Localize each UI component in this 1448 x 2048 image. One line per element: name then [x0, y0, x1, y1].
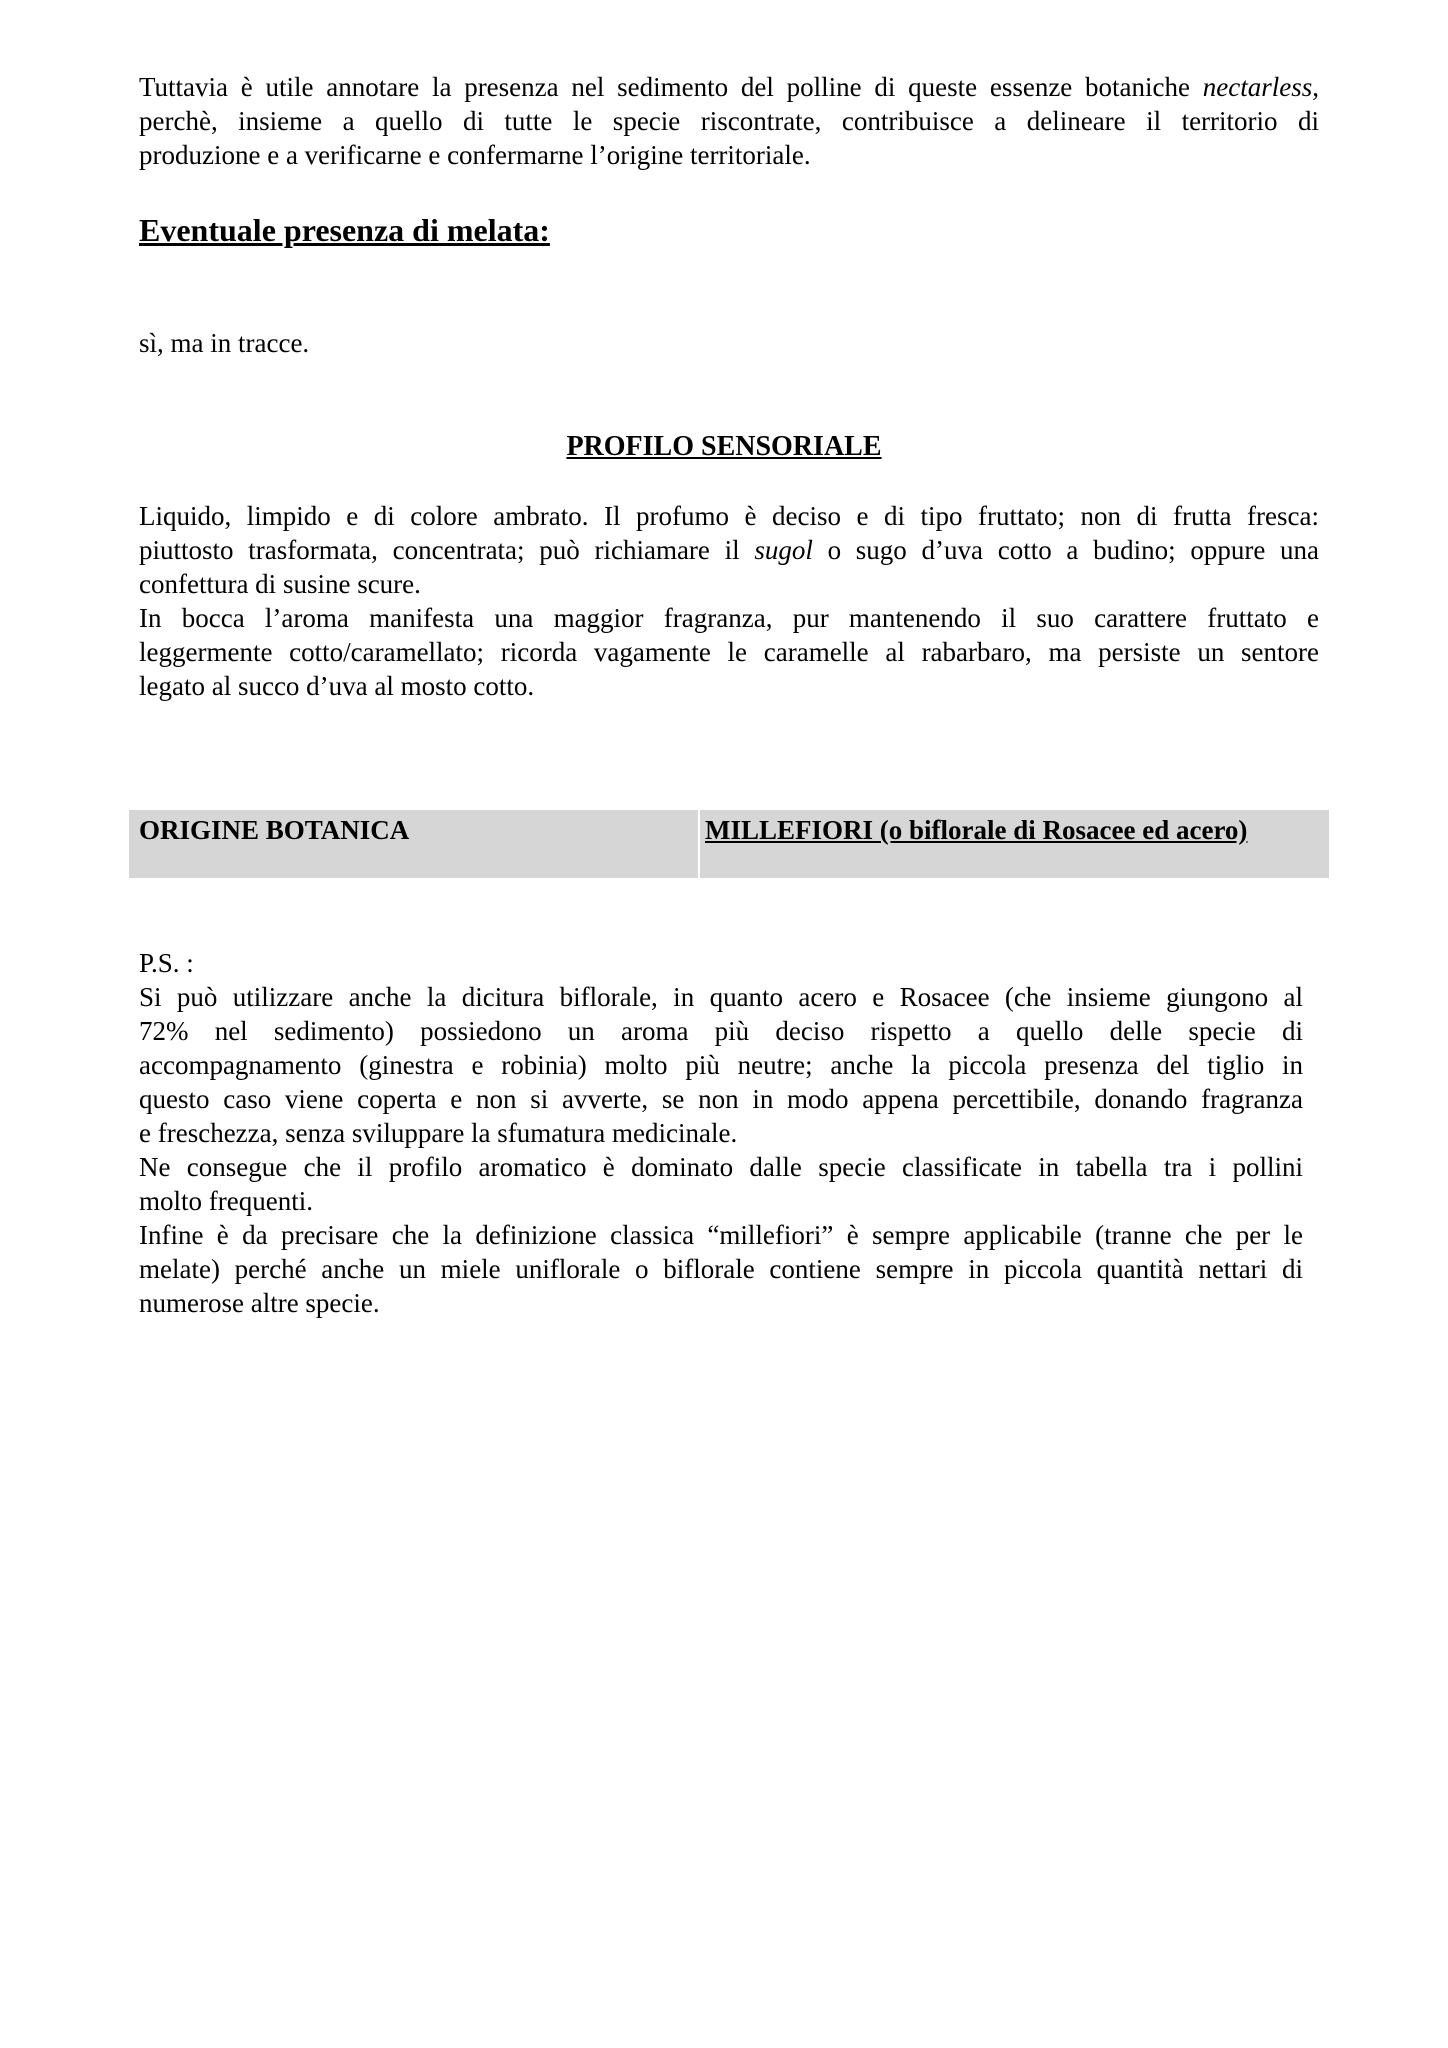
profilo-paragraph-1: [139, 499, 1319, 703]
intro-line: Tuttavia è utile annotare la presenza nel sedimento del polline di queste essenze botaniche nectarless,: [139, 72, 1319, 102]
ps-line: Infine è da precisare che la definizione classica “millefiori” è sempre applicabile (tranne che per le: [139, 1220, 1303, 1250]
origine-botanica-label: ORIGINE BOTANICA: [139, 815, 410, 845]
melata-heading: Eventuale presenza di melata:: [139, 212, 550, 248]
ps-line: questo caso viene coperta e non si avverte, se non in modo appena percettibile, donando fragranza: [139, 1084, 1303, 1114]
profilo-line: leggermente cotto/caramellato; ricorda vagamente le caramelle al rabarbaro, ma persiste un sentore: [139, 637, 1319, 667]
ps-paragraph: [139, 980, 1303, 1320]
ps-line: Si può utilizzare anche la dicitura biflorale, in quanto acero e Rosacee (che insieme giungono al: [139, 982, 1303, 1012]
ps-line: numerose altre specie.: [139, 1288, 380, 1318]
sugol-term: sugol: [754, 535, 813, 565]
ps-line: accompagnamento (ginestra e robinia) molto più neutre; anche la piccola presenza del tiglio in: [139, 1050, 1303, 1080]
table-divider: [698, 810, 700, 878]
ps-line: molto frequenti.: [139, 1186, 313, 1216]
profilo-sensoriale-heading: PROFILO SENSORIALE: [566, 431, 882, 462]
profilo-line: Liquido, limpido e di colore ambrato. Il profumo è deciso e di tipo fruttato; non di frutta fresca:: [139, 501, 1319, 531]
ps-line: 72% nel sedimento) possiedono un aroma più deciso rispetto a quello delle specie di: [139, 1016, 1303, 1046]
profilo-line: legato al succo d’uva al mosto cotto.: [139, 671, 535, 701]
ps-line: melate) perché anche un miele uniflorale o biflorale contiene sempre in piccola quantità nettari di: [139, 1254, 1303, 1284]
nectarless-term: nectarless: [1202, 72, 1313, 102]
profilo-line: confettura di susine scure.: [139, 569, 421, 599]
intro-line: produzione e a verificarne e confermarne l’origine territoriale.: [139, 140, 811, 170]
profilo-line: piuttosto trasformata, concentrata; può richiamare il sugol o sugo d’uva cotto a budino; oppure una: [139, 535, 1320, 565]
ps-line: e freschezza, senza sviluppare la sfumatura medicinale.: [139, 1118, 738, 1148]
melata-answer: sì, ma in tracce.: [139, 328, 310, 358]
ps-heading: P.S. :: [139, 948, 194, 978]
origine-botanica-value: MILLEFIORI (o biflorale di Rosacee ed acero): [705, 815, 1248, 845]
intro-line: perchè, insieme a quello di tutte le specie riscontrate, contribuisce a delineare il territorio di: [139, 106, 1319, 136]
intro-paragraph: [139, 70, 1319, 172]
profilo-line: In bocca l’aroma manifesta una maggior fragranza, pur mantenendo il suo carattere fruttato e: [139, 603, 1319, 633]
ps-line: Ne consegue che il profilo aromatico è dominato dalle specie classificate in tabella tra i pollini: [139, 1152, 1303, 1182]
